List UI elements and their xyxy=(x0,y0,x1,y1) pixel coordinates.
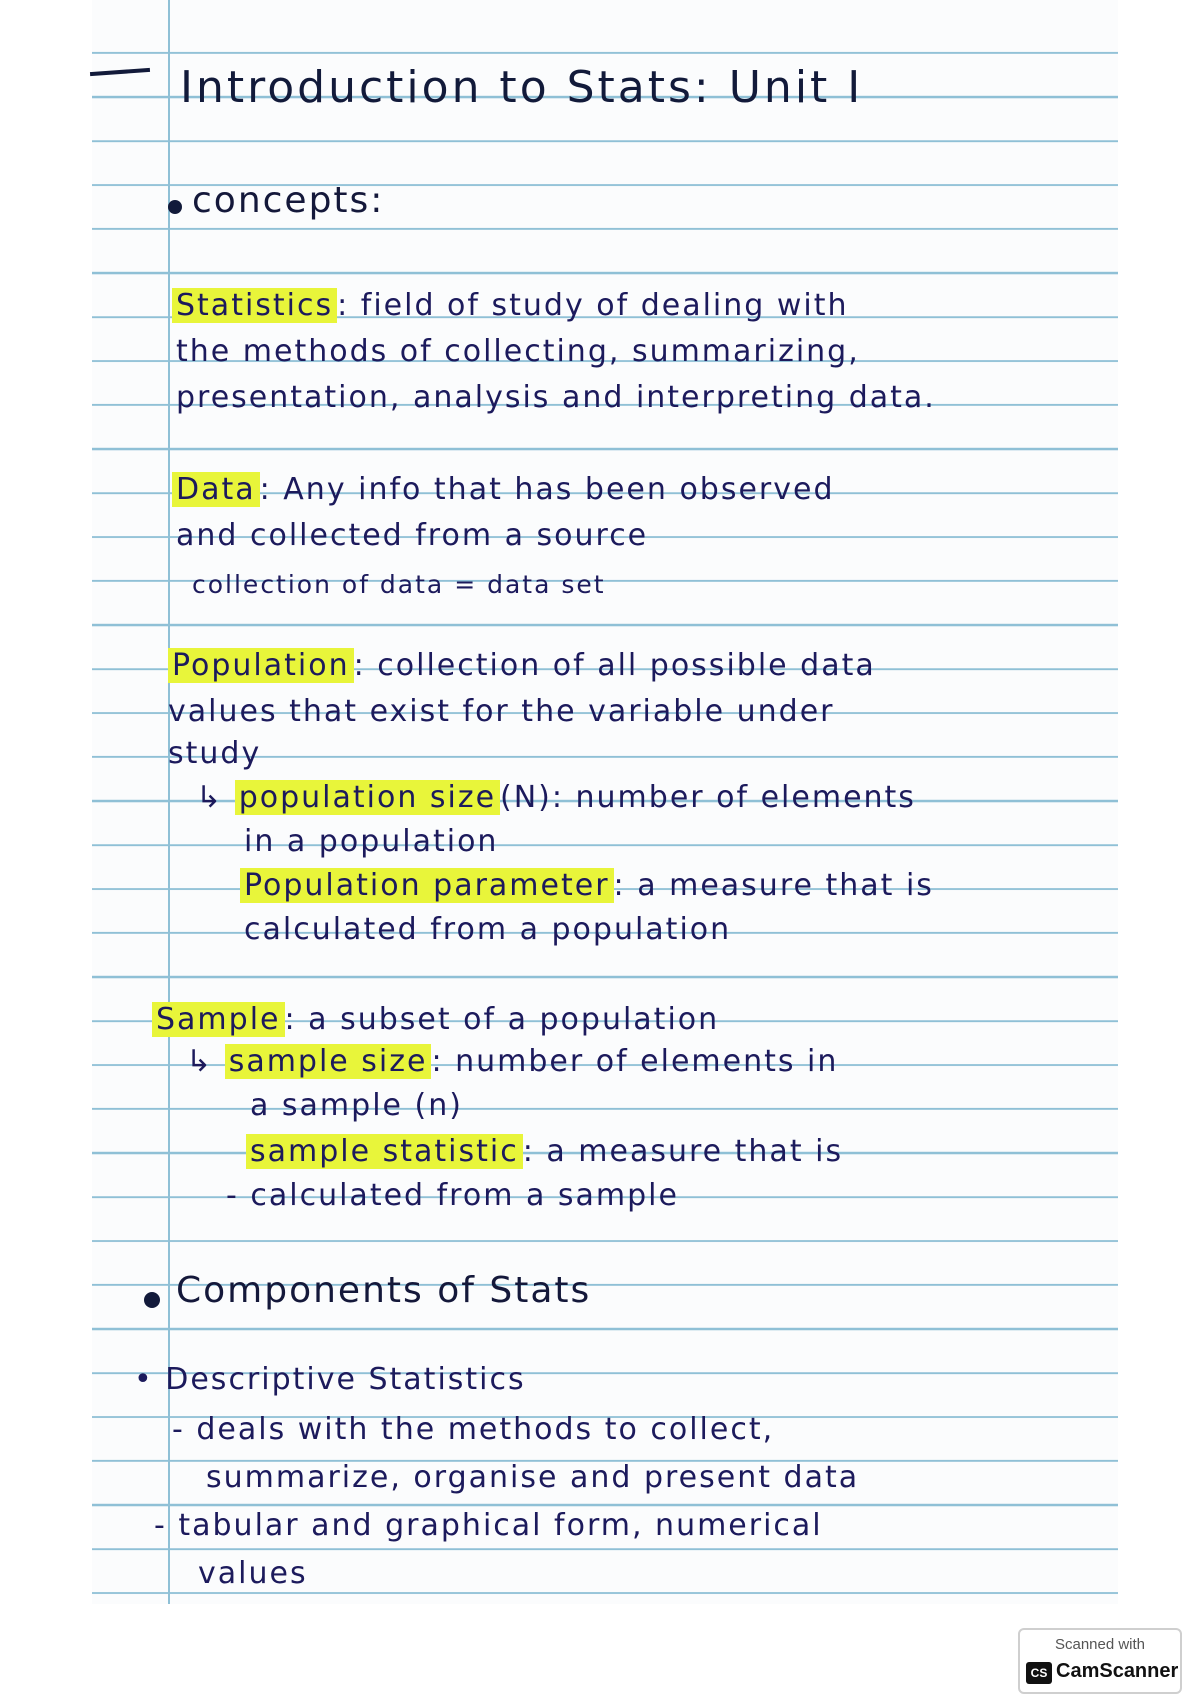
statistics-definition-line3: presentation, analysis and interpreting data. xyxy=(176,380,936,415)
descriptive-heading: Descriptive Statistics xyxy=(165,1362,526,1397)
population-parameter-term: Population parameter xyxy=(240,868,614,903)
sample-size-line2: a sample (n) xyxy=(250,1088,463,1123)
sample-size-text: : number of elements in xyxy=(431,1044,839,1079)
sample-size-arrow: ↳ xyxy=(186,1044,214,1079)
badge-line1: Scanned with xyxy=(1054,1636,1146,1653)
population-line1-text: : collection of all possible data xyxy=(353,648,876,683)
statistics-line1-text: : field of study of dealing with xyxy=(337,288,849,323)
sample-statistic-term: sample statistic xyxy=(246,1134,523,1169)
sample-definition-line1 xyxy=(152,1002,719,1037)
camscanner-badge xyxy=(1018,1628,1182,1694)
sample-statistic-text: : a measure that is xyxy=(522,1134,844,1169)
sample-statistic-dash: - xyxy=(226,1178,239,1213)
population-size-line2: in a population xyxy=(244,824,499,859)
descriptive-item1-line1: - deals with the methods to collect, xyxy=(172,1412,775,1447)
descriptive-heading-line xyxy=(134,1362,526,1397)
population-parameter-line2: calculated from a population xyxy=(244,912,732,947)
concepts-bullet xyxy=(168,200,182,214)
sample-statistic-line2-text: calculated from a sample xyxy=(250,1178,679,1213)
population-term: Population xyxy=(168,648,354,683)
page-title: Introduction to Stats: Unit I xyxy=(180,62,864,113)
sample-statistic-line2 xyxy=(226,1178,679,1213)
data-term: Data xyxy=(172,472,260,507)
statistics-term: Statistics xyxy=(172,288,337,323)
components-heading: Components of Stats xyxy=(176,1270,592,1311)
data-line1-text: : Any info that has been observed xyxy=(259,472,835,507)
sample-line1-text: : a subset of a population xyxy=(284,1002,720,1037)
badge-line2: CamScanner xyxy=(1056,1660,1179,1682)
sample-term: Sample xyxy=(152,1002,285,1037)
descriptive-item2-line2: values xyxy=(198,1556,308,1591)
camscanner-logo-icon: CS xyxy=(1026,1662,1052,1684)
descriptive-item1-line2: summarize, organise and present data xyxy=(206,1460,860,1495)
descriptive-bullet: • xyxy=(134,1362,154,1397)
population-definition-line2: values that exist for the variable under xyxy=(168,694,835,729)
sample-size-term: sample size xyxy=(225,1044,432,1079)
concepts-heading: concepts: xyxy=(192,180,385,221)
components-bullet xyxy=(144,1292,160,1308)
data-definition-line3: collection of data = data set xyxy=(192,570,606,599)
population-size-text: (N): number of elements xyxy=(500,780,916,815)
sample-statistic-line1 xyxy=(246,1134,843,1169)
sample-size-line1 xyxy=(186,1044,838,1079)
statistics-definition-line1 xyxy=(172,288,849,323)
statistics-definition-line2: the methods of collecting, summarizing, xyxy=(176,334,860,369)
population-size-line1 xyxy=(196,780,916,815)
descriptive-item2-line1: - tabular and graphical form, numerical xyxy=(154,1508,823,1543)
population-parameter-line1 xyxy=(240,868,934,903)
population-parameter-text: : a measure that is xyxy=(613,868,934,903)
data-definition-line1 xyxy=(172,472,835,507)
data-definition-line2: and collected from a source xyxy=(176,518,649,553)
population-definition-line1 xyxy=(168,648,876,683)
population-definition-line3: study xyxy=(168,736,262,771)
population-size-term: population size xyxy=(235,780,500,815)
population-size-arrow: ↳ xyxy=(196,780,224,815)
